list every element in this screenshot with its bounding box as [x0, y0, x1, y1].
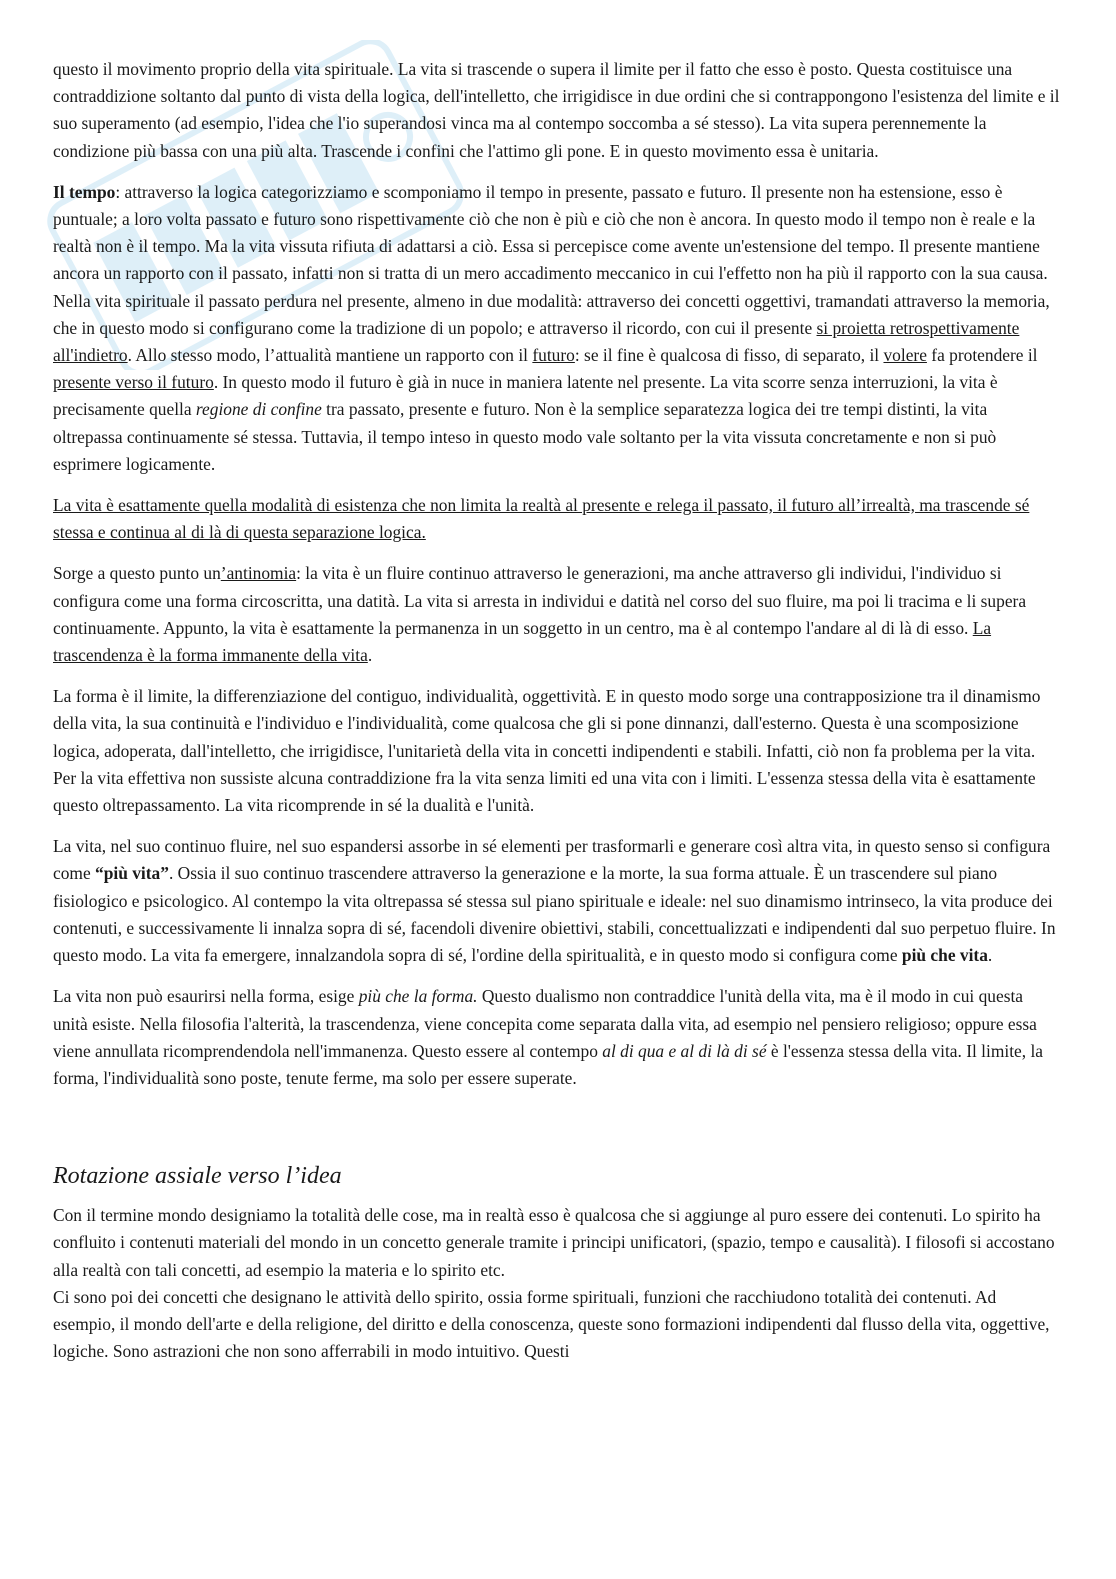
document-page — [53, 56, 1061, 1379]
text-run: fa protendere il — [926, 345, 1038, 366]
text-run: . — [987, 945, 993, 966]
paragraph-tempo — [53, 179, 1061, 478]
underlined-phrase: si proietta retrospettivamente all'indietro — [53, 317, 1020, 366]
text-run: tra passato, presente e futuro. Non è la semplice separatezza logica dei tre tempi distinti, la vita oltrepassa continuamente sé stessa. Tuttavia, il tempo inteso in questo modo vale soltanto per la vita vissuta concretamente e non si può esprimere logicamente. — [53, 399, 997, 474]
paragraph-piu-che-forma — [53, 983, 1061, 1092]
italic-phrase: regione di confine — [195, 399, 322, 420]
underlined-phrase: volere — [883, 345, 927, 366]
text-run: Questo dualismo non contraddice l'unità della vita, ma è il modo in cui questa unità esiste. Nella filosofia l'alterità, la trascendenza, viene concepita come separata dalla vita, ad esempio nel pensiero religioso; oppure essa viene annullata ricomprendendola nell'immanenza. Questo essere al contempo — [53, 986, 1037, 1061]
text-run: . In questo modo il futuro è già in nuce in maniera latente nel presente. La vita scorre senza interruzioni, la vita è precisamente quella — [53, 372, 998, 420]
text-run: La vita, nel suo continuo fluire, nel suo espandersi assorbe in sé elementi per trasformarli e generare così altra vita, in questo senso si configura come — [53, 836, 1051, 884]
paragraph-piu-vita — [53, 833, 1061, 969]
section-heading: Rotazione assiale verso l’idea — [53, 1163, 342, 1190]
underlined-phrase: futuro — [532, 345, 575, 366]
text-run: . — [367, 645, 373, 666]
underlined-phrase: ’antinomia — [220, 563, 297, 584]
bold-phrase: “più vita” — [95, 863, 169, 884]
text-run: . Ossia il suo continuo trascendere attraverso la generazione e la morte, la sua forma attuale. È un trascendere sul piano fisiologico e psicologico. Al contempo la vita oltrepassa sé stessa sul piano spirituale e ideale: nel suo dinamismo intrinseco, la vita produce dei contenuti, e successivamente li innalza sopra di sé, facendoli divenire obiettivi, stabili, concettualizzati e indipendenti dal suo perpetuo fluire. In questo modo. La vita fa emergere, innalzandola sopra di sé, l'ordine della spiritualità, e in questo modo si configura come — [53, 863, 1056, 966]
paragraph-mondo: Con il termine mondo designiamo la totalità delle cose, ma in realtà esso è qualcosa che si aggiunge al puro essere dei contenuti. Lo spirito ha confluito i contenuti materiali del mondo in un concetto generale tramite i principi unificatori, (spazio, tempo e causalità). I filosofi si accostano alla realtà con tali concetti, ad esempio la materia e lo spirito etc. — [53, 1205, 1055, 1280]
text-run: . Allo stesso modo, l’attualità mantiene un rapporto con il — [127, 345, 533, 366]
italic-phrase: più che la forma. — [358, 986, 478, 1007]
text-run: Sorge a questo punto un — [53, 563, 221, 584]
paragraph-antinomia — [53, 560, 1061, 669]
text-run: : la vita è un fluire continuo attraverso le generazioni, ma anche attraverso gli individui, l'individuo si configura come una forma circoscritta, una datità. La vita si arresta in individui e datità nel corso del suo fluire, ma poi li tracima e li supera continuamente. Appunto, la vita è esattamente la permanenza in un soggetto in un centro, ma è al contempo l'andare al di là di esso. — [53, 563, 1027, 638]
text-run: : attraverso la logica categorizziamo e scomponiamo il tempo in presente, passato e futuro. Il presente non ha estensione, esso è puntuale; a loro volta passato e futuro sono rispettivamente ciò che non è più e ciò che non è ancora. In questo modo il tempo non è reale e la realtà non è il tempo. Ma la vita vissuta rifiuta di adattarsi a ciò. Essa si percepisce come avente un'estensione del tempo. Il presente mantiene ancora un rapporto con il passato, infatti non si tratta di un mero accadimento meccanico in cui l'effetto non ha più il rapporto con la sua causa. Nella vita spirituale il passato perdura nel presente, almeno in due modalità: attraverso dei concetti oggettivi, tramandati attraverso la memoria, che in questo modo si configurano come la tradizione di un popolo; e attraverso il ricordo, con cui il presente — [53, 181, 1050, 338]
underlined-phrase: presente verso il futuro — [53, 372, 214, 393]
term-il-tempo: Il tempo — [53, 181, 116, 202]
text-run: : se il fine è qualcosa di fisso, di separato, il — [574, 345, 884, 366]
text-run: è l'essenza stessa della vita. Il limite, la forma, l'individualità sono poste, tenute ferme, ma solo per essere superate. — [53, 1040, 1044, 1088]
italic-phrase: al di qua e al di là di sé — [602, 1040, 767, 1061]
text-run: La vita non può esaurirsi nella forma, esige — [53, 986, 359, 1007]
underlined-phrase: La trascendenza è la forma immanente della vita — [53, 617, 992, 666]
paragraph-modalita-esistenza: La vita è esattamente quella modalità di esistenza che non limita la realtà al presente e relega il passato, il futuro all’irrealtà, ma trascende sé stessa e continua al di là di questa separazione logica. — [53, 495, 1030, 543]
paragraph-forme-spirituali: Ci sono poi dei concetti che designano le attività dello spirito, ossia forme spirituali, funzioni che racchiudono totalità dei contenuti. Ad esempio, il mondo dell'arte e della religione, del diritto e della conoscenza, queste sono formazioni indipendenti dal flusso della vita, oggettive, logiche. Sono astrazioni che non sono afferrabili in modo intuitivo. Questi — [53, 1286, 1050, 1362]
paragraph-forma-limite: La forma è il limite, la differenziazione del contiguo, individualità, oggettività. E in questo modo sorge una contrapposizione tra il dinamismo della vita, la sua continuità e l'individuo e l'individualità, come qualcosa che gli si pone dinnanzi, dall'esterno. Questa è una scomposizione logica, adoperata, dall'intelletto, che irrigidisce, l'unitarietà della vita in concetti indipendenti e stabili. Infatti, ciò non fa problema per la vita. Per la vita effettiva non sussiste alcuna contraddizione fra la vita senza limiti ed una vita con i limiti. L'essenza stessa della vita è esattamente questo oltrepassamento. La vita ricomprende in sé la dualità e l'unità. — [53, 686, 1041, 816]
bold-phrase: più che vita — [901, 945, 988, 966]
paragraph-vita-spirituale: questo il movimento proprio della vita spirituale. La vita si trascende o supera il limite per il fatto che esso è posto. Questa costituisce una contraddizione soltanto dal punto di vista della logica, dell'intelletto, che irrigidisce in due ordini che si contrappongono l'esistenza del limite e il suo superamento (ad esempio, l'idea che l'io superandosi vinca ma al contempo soccomba a sé stesso). La vita supera perennemente la condizione più bassa con una più alta. Trascende i confini che l'attimo gli pone. E in questo movimento essa è unitaria. — [53, 59, 1060, 161]
